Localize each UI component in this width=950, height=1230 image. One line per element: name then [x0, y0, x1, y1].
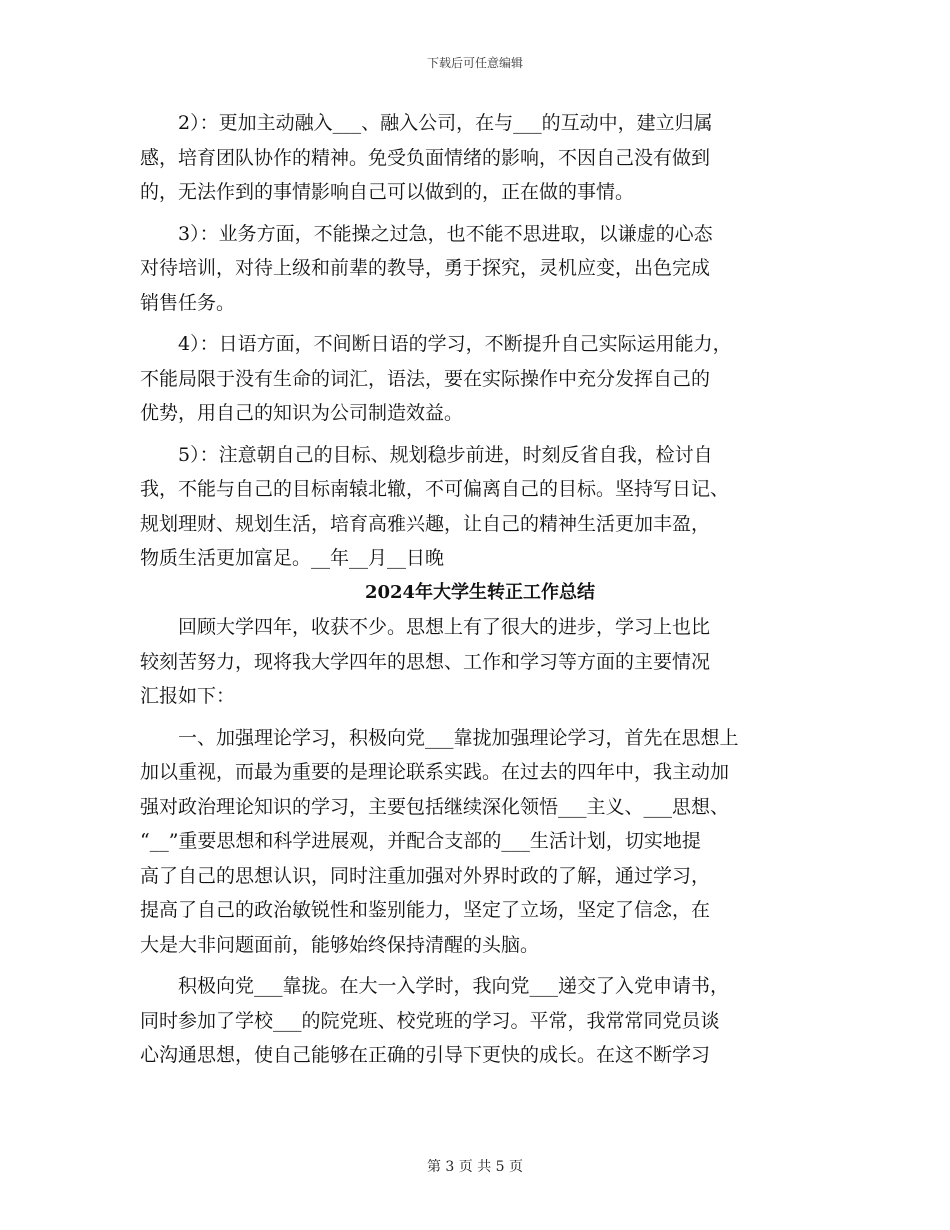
- text-line: 汇报如下：: [140, 685, 236, 707]
- text-line: 加以重视，而最为重要的是理论联系实践。在过去的四年中，我主动加: [140, 761, 730, 783]
- text-line: 我，不能与自己的目标南辕北辙，不可偏离自己的目标。坚持写日记、: [140, 478, 730, 500]
- section-title: 2024年大学生转正工作总结: [364, 581, 596, 603]
- text-line: 高了自己的思想认识，同时注重加强对外界时政的了解，通过学习，: [140, 864, 711, 887]
- text-line: 5）：注意朝自己的目标、规划稳步前进，时刻反省自我，检讨自: [140, 443, 713, 466]
- text-line: 4）：日语方面，不间断日语的学习，不断提升自己实际运用能力，: [140, 333, 732, 355]
- text-line: 优势，用自己的知识为公司制造效益。: [140, 402, 464, 424]
- document-body: [140, 106, 820, 1073]
- text-line: 较刻苦努力，现将我大学四年的思想、工作和学习等方面的主要情况: [140, 650, 711, 673]
- text-line: 一、加强理论学习，积极向党___靠拢加强理论学习，首先在思想上: [140, 726, 739, 749]
- text-line: 感，培育团队协作的精神。免受负面情绪的影响，不因自己没有做到: [140, 146, 711, 169]
- text-line: 积极向党___靠拢。在大一入学时，我向党___递交了入党申请书，: [140, 975, 730, 997]
- page-header-note: 下载后可任意编辑: [426, 56, 523, 70]
- text-line: “__”重要思想和科学进展观，并配合支部的___生活计划，切实地提: [140, 830, 701, 852]
- text-line: 心沟通思想，使自己能够在正确的引导下更快的成长。在这不断学习: [140, 1044, 711, 1066]
- text-line: 对待培训，对待上级和前辈的教导，勇于探究，灵机应变，出色完成: [140, 257, 711, 279]
- text-line: 同时参加了学校___的院党班、校党班的学习。平常，我常常同党员谈: [140, 1009, 720, 1032]
- text-line: 大是大非问题面前，能够始终保持清醒的头脑。: [140, 933, 540, 956]
- page-footer-number: 第 3 页 共 5 页: [426, 1159, 524, 1175]
- text-line: 规划理财、规划生活，培育高雅兴趣，让自己的精神生活更加丰盈，: [140, 512, 711, 535]
- text-line: 强对政治理论知识的学习，主要包括继续深化领悟___主义、___思想、: [140, 795, 730, 818]
- text-line: 物质生活更加富足。__年__月__日晚: [140, 547, 445, 569]
- text-line: 销售任务。: [140, 291, 236, 314]
- text-line: 回顾大学四年，收获不少。思想上有了很大的进步，学习上也比: [140, 616, 711, 638]
- text-line: 不能局限于没有生命的词汇，语法，要在实际操作中充分发挥自己的: [140, 367, 711, 390]
- text-line: 3）：业务方面，不能操之过急，也不能不思进取，以谦虚的心态: [140, 222, 713, 245]
- text-line: 的，无法作到的事情影响自己可以做到的，正在做的事情。: [140, 181, 635, 203]
- text-line: 2）：更加主动融入___、融入公司，在与___的互动中，建立归属: [140, 112, 713, 134]
- text-line: 提高了自己的政治敏锐性和鉴别能力，坚定了立场，坚定了信念，在: [140, 899, 711, 921]
